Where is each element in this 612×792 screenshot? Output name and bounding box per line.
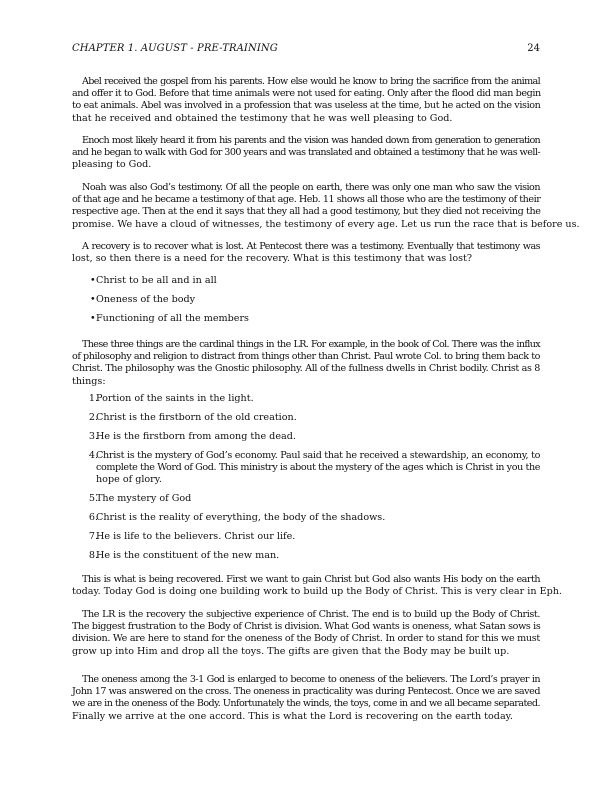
text-line: of philosophy and religion to distract from things other than Christ. Paul wrote Col. to bring them back to	[72, 351, 540, 363]
running-title: CHAPTER 1. AUGUST - PRE-TRAINING	[72, 43, 278, 54]
item-text: complete the Word of God. This ministry is about the mystery of the ages which is Christ in you the	[96, 462, 540, 474]
text-line: promise. We have a cloud of witnesses, the testimony of every age. Let us run the race that is before us.	[72, 218, 580, 230]
paragraph-recovery	[72, 241, 540, 265]
text-line: Christ. The philosophy was the Gnostic philosophy. All of the fullness dwells in Christ bodily. Christ as 8	[72, 363, 540, 375]
paragraph-enoch	[72, 135, 540, 172]
text-line: we are in the oneness of the Body. Unfortunately the winds, the toys, come in and we all became separated.	[72, 698, 540, 710]
paragraph-abel	[72, 76, 540, 125]
bullet-icon: •	[90, 313, 96, 324]
paragraph-cardinal	[72, 339, 540, 388]
bullet-text: Christ to be all and in all	[96, 275, 217, 286]
paragraph-being-recovered	[72, 574, 562, 598]
item-text: He is the firstborn from among the dead.	[96, 431, 296, 442]
text-line: things:	[72, 375, 106, 387]
text-line: The LR is the recovery the subjective experience of Christ. The end is to build up the Body of Christ.	[82, 609, 540, 620]
text-line: and he began to walk with God for 300 years and was translated and obtained a testimony that he was well-	[72, 147, 541, 159]
bullet-icon: •	[90, 275, 96, 286]
item-number: 4.	[88, 450, 98, 461]
item-number: 5.	[88, 493, 98, 504]
text-line: division. We are here to stand for the oneness of the Body of Christ. In order to stand for this we must	[72, 633, 540, 645]
item-text: Christ is the reality of everything, the body of the shadows.	[96, 512, 386, 523]
paragraph-noah	[72, 182, 580, 231]
item-text: He is the constituent of the new man.	[96, 550, 280, 561]
item-text: He is life to the believers. Christ our life.	[96, 531, 296, 542]
text-line: respective age. Then at the end it says that they all had a good testimony, but they died not receiving the	[72, 206, 541, 218]
text-line: lost, so then there is a need for the recovery. What is this testimony that was lost?	[72, 253, 473, 265]
text-line: These three things are the cardinal things in the LR. For example, in the book of Col. There was the influx	[82, 339, 540, 350]
item-number: 8.	[88, 550, 98, 561]
item-text: Portion of the saints in the light.	[96, 393, 254, 404]
bullet-text: Functioning of all the members	[96, 313, 249, 324]
text-line: today. Today God is doing one building work to build up the Body of Christ. This is very clear in Eph.	[72, 586, 562, 598]
text-line: Abel received the gospel from his parents. How else would he know to bring the sacrifice from the animal	[82, 76, 540, 87]
text-line: grow up into Him and drop all the toys. The gifts are given that the Body may be built up.	[72, 645, 510, 657]
text-line: Noah was also God’s testimony. Of all the people on earth, there was only one man who saw the vision	[82, 182, 540, 193]
item-text: Christ is the mystery of God’s economy. Paul said that he received a stewardship, an economy, to	[96, 450, 541, 461]
item-number: 1.	[88, 393, 98, 404]
item-text: The mystery of God	[96, 493, 192, 504]
text-line: John 17 was answered on the cross. The oneness in practicality was during Pentecost. Once we are saved	[72, 686, 540, 698]
text-line: The biggest frustration to the Body of Christ is division. What God wants is oneness, what Satan sows is	[72, 621, 541, 633]
text-line: pleasing to God.	[72, 159, 152, 171]
text-line: Finally we arrive at the one accord. This is what the Lord is recovering on the earth today.	[72, 710, 513, 722]
paragraph-oneness	[72, 674, 540, 723]
item-number: 3.	[88, 431, 98, 442]
text-line: Enoch most likely heard it from his parents and the vision was handed down from generation to generation	[82, 135, 540, 146]
text-line: This is what is being recovered. First we want to gain Christ but God also wants His body on the earth	[82, 574, 540, 585]
text-line: A recovery is to recover what is lost. At Pentecost there was a testimony. Eventually that testimony was	[82, 241, 540, 252]
item-number: 2.	[88, 412, 98, 423]
text-line: The oneness among the 3-1 God is enlarged to become to oneness of the believers. The Lord’s prayer in	[82, 674, 540, 685]
item-number: 7.	[88, 531, 98, 542]
paragraph-lr-subjective	[72, 609, 540, 658]
text-line: and offer it to God. Before that time animals were not used for eating. Only after the flood did man begin	[72, 88, 541, 100]
item-number: 6.	[88, 512, 98, 523]
bullet-icon: •	[90, 294, 96, 305]
item-text: hope of glory.	[96, 474, 162, 486]
text-line: of that age and he became a testimony of that age. Heb. 11 shows all those who are the testimony of their	[72, 194, 541, 206]
running-header	[72, 42, 540, 56]
item-text: Christ is the firstborn of the old creation.	[96, 412, 297, 423]
text-line: that he received and obtained the testimony that he was well pleasing to God.	[72, 112, 453, 124]
page-number: 24	[527, 43, 540, 54]
text-line: to eat animals. Abel was involved in a profession that was useless at the time, but he acted on the vision	[72, 100, 541, 112]
bullet-text: Oneness of the body	[96, 294, 196, 305]
